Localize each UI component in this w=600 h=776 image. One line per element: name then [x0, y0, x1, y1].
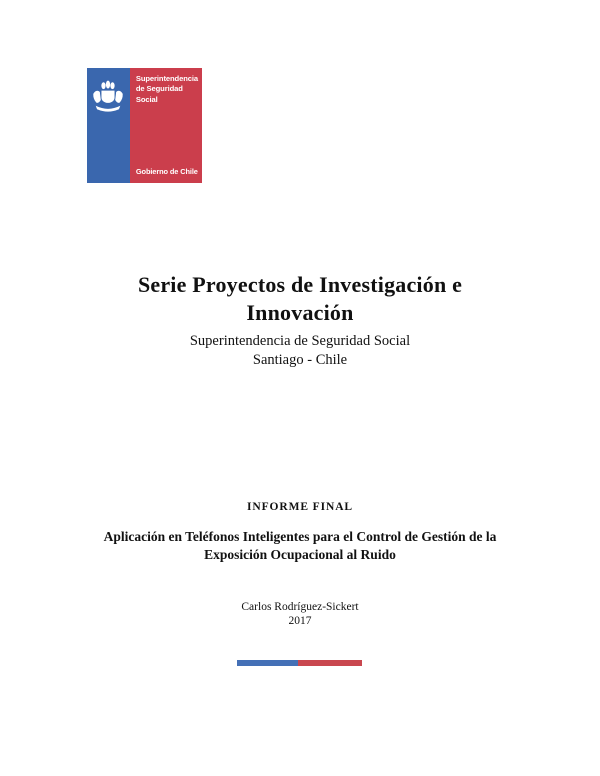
- logo-government-label: Gobierno de Chile: [135, 167, 198, 176]
- series-title-line: Innovación: [246, 300, 354, 325]
- report-block: [0, 501, 600, 564]
- logo-org-line: Superintendencia: [135, 74, 198, 83]
- logo-org-line: Social: [135, 94, 158, 104]
- suseso-logo: [87, 68, 202, 183]
- series-title: [0, 271, 600, 327]
- footer-bar-blue-segment: [237, 660, 298, 666]
- series-title-line: Serie Proyectos de Investigación e: [137, 272, 463, 297]
- report-title-line: Aplicación en Teléfonos Inteligentes para el Control de Gestión de la: [103, 529, 497, 544]
- footer-bar-red-segment: [298, 660, 362, 666]
- logo-org-line: de Seguridad: [135, 84, 183, 94]
- report-title-line: Exposición Ocupacional al Ruido: [204, 547, 396, 562]
- logo-blue-panel: [87, 68, 130, 183]
- chile-coat-of-arms-icon: [90, 79, 126, 117]
- logo-red-panel: [130, 68, 202, 183]
- author-name: Carlos Rodríguez-Sickert: [241, 601, 359, 613]
- author-block: [0, 600, 600, 628]
- logo-org-name: [136, 74, 198, 105]
- series-header: [0, 271, 600, 370]
- organization-name: Superintendencia de Seguridad Social: [189, 333, 411, 349]
- report-title: [0, 528, 600, 564]
- report-type-label: INFORME FINAL: [247, 501, 353, 513]
- location-text: Santiago - Chile: [252, 352, 348, 368]
- footer-accent-bar: [237, 660, 362, 666]
- publication-year: 2017: [288, 615, 312, 627]
